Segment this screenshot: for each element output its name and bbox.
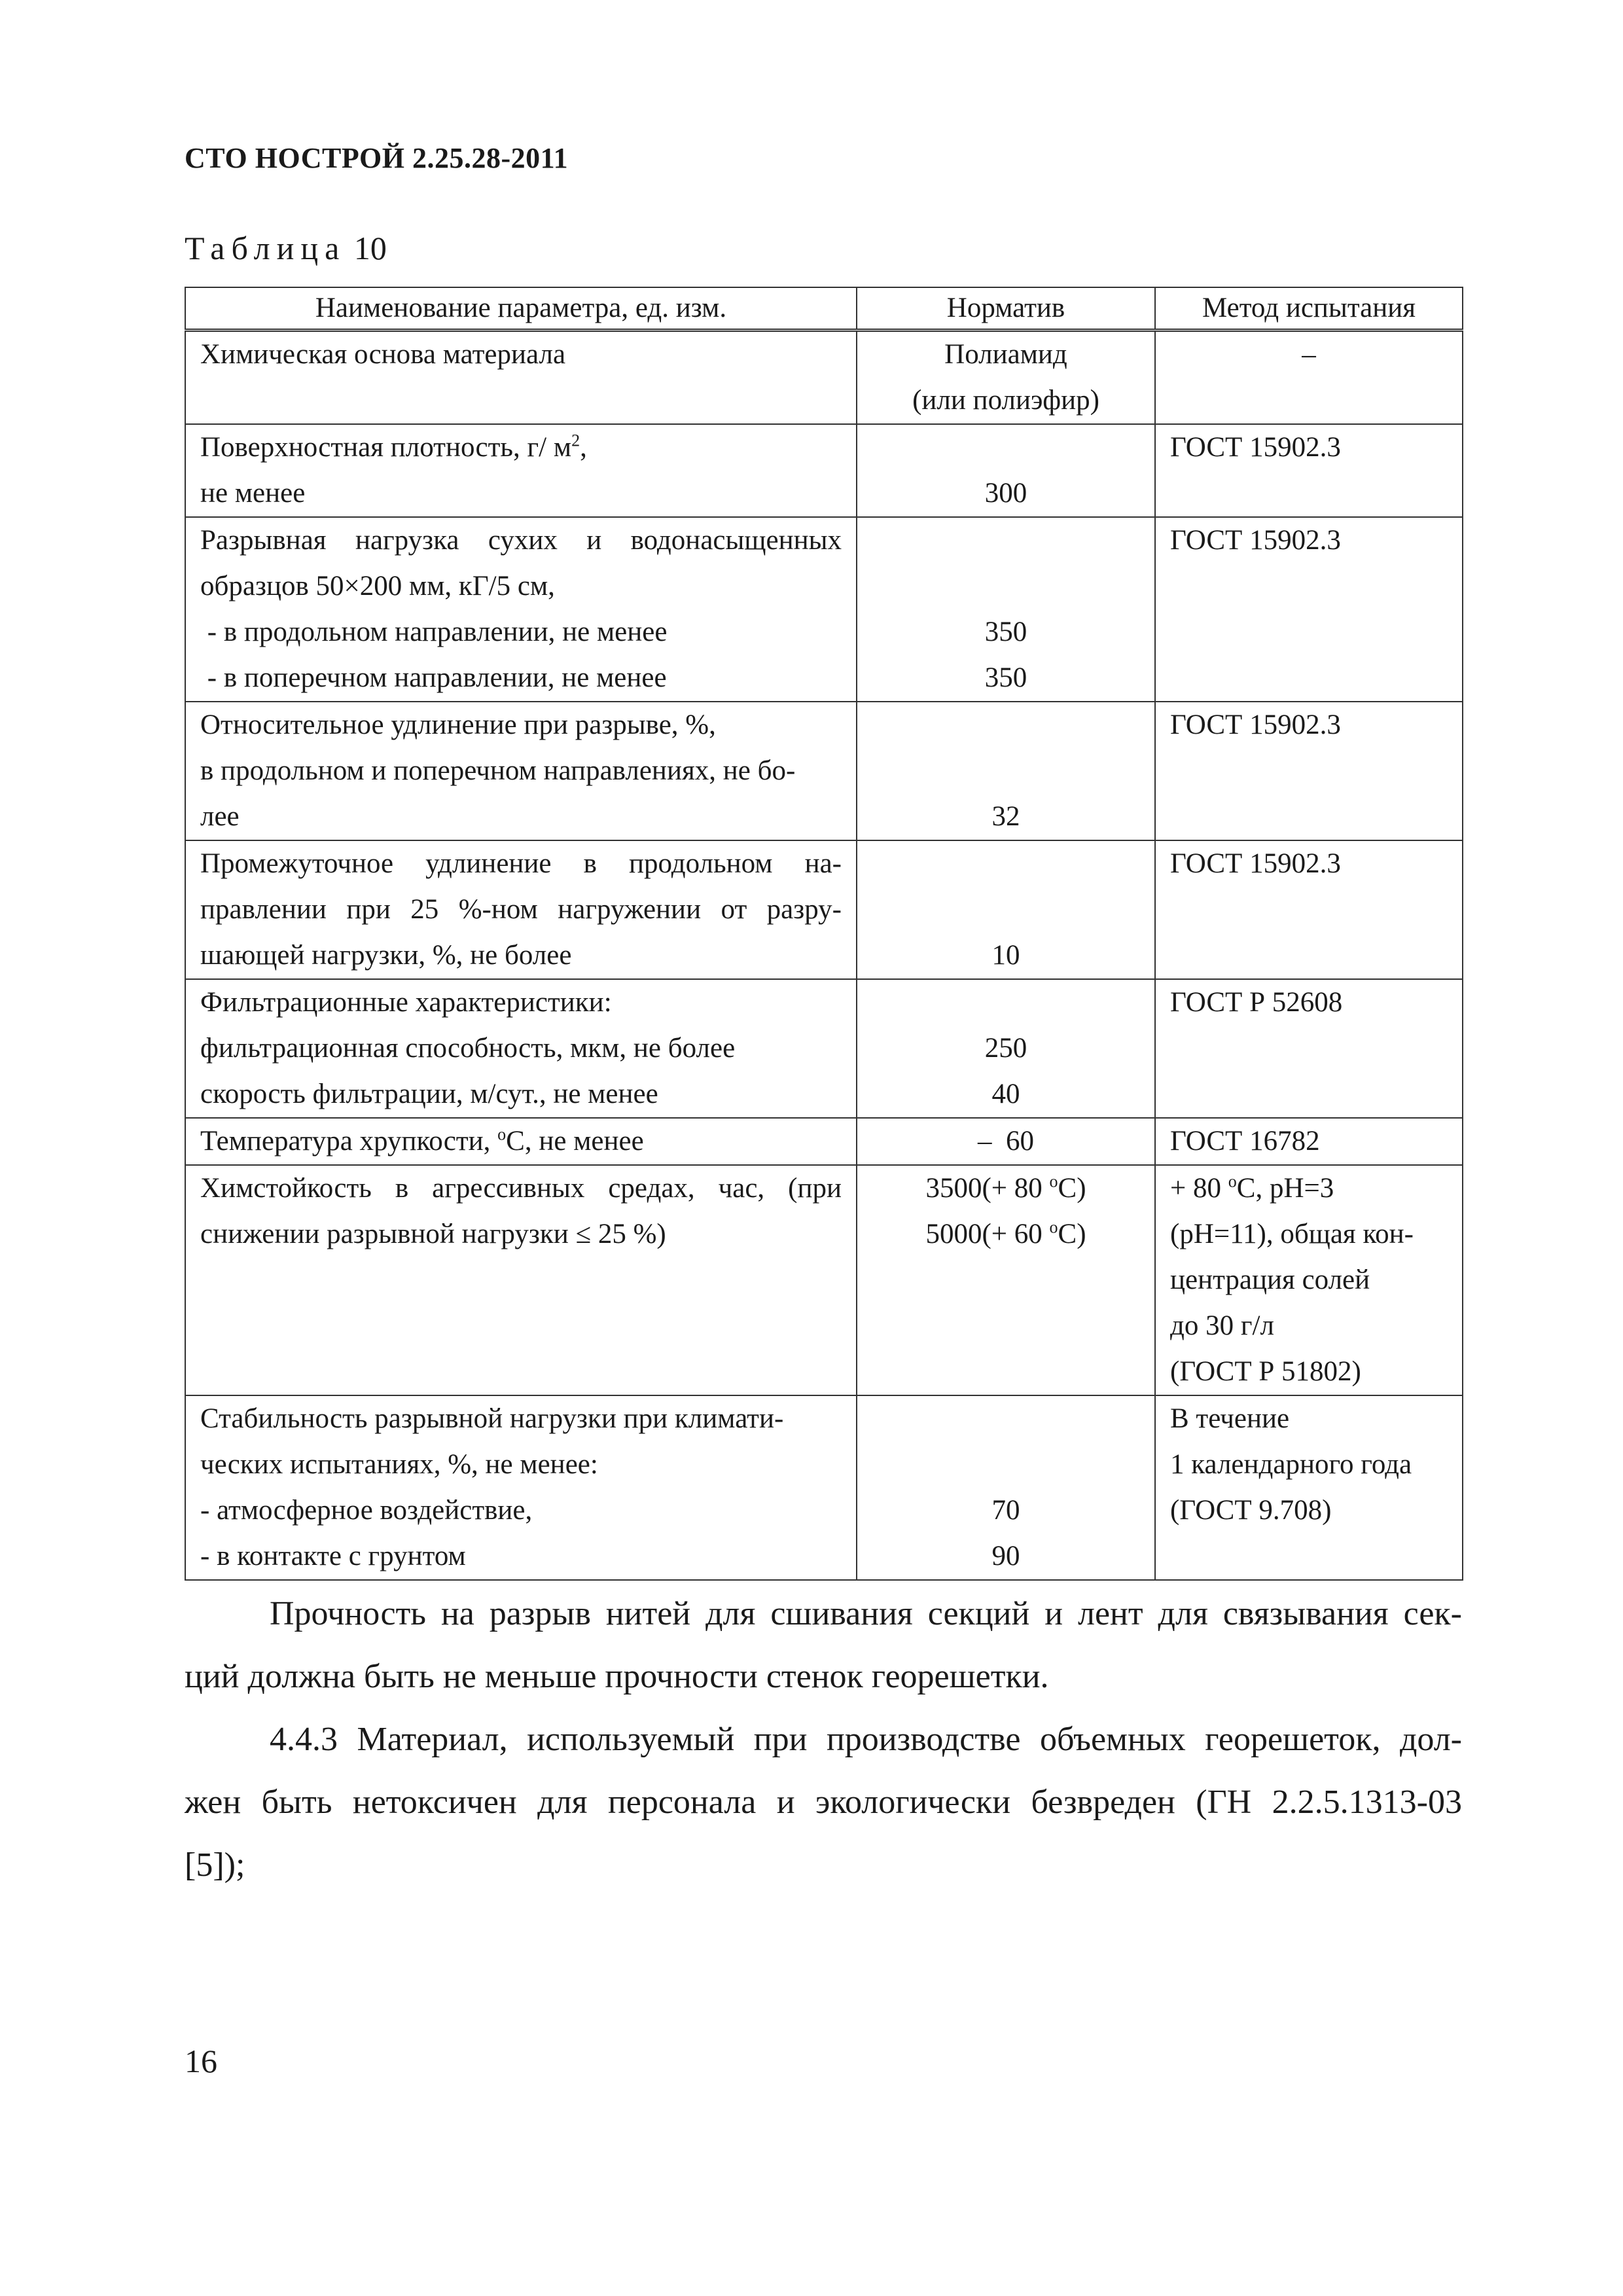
superscript: о — [1049, 1217, 1058, 1237]
param-line: Относительное удлинение при разрыве, %, — [200, 709, 716, 740]
norm-line: 90 — [991, 1541, 1020, 1571]
norm-line — [872, 887, 1140, 933]
table-header-row — [185, 287, 1463, 331]
method-cell — [1155, 840, 1463, 979]
method-line: (ГОСТ Р 51802) — [1170, 1356, 1361, 1387]
table-caption-word: Таблица — [185, 230, 346, 266]
norm-line: 10 — [991, 940, 1020, 971]
method-text: С, pH=3 — [1236, 1173, 1334, 1204]
norm-cell — [857, 840, 1155, 979]
param-cell — [185, 517, 857, 702]
column-header-norm: Норматив — [857, 287, 1155, 331]
param-line — [200, 425, 842, 471]
norm-line: – 60 — [978, 1126, 1034, 1157]
param-suffix: , — [580, 432, 587, 463]
method-text: + 80 — [1170, 1173, 1228, 1204]
norm-line — [872, 1211, 1140, 1257]
param-cell — [185, 840, 857, 979]
superscript: о — [1049, 1172, 1058, 1191]
norm-line: 70 — [991, 1495, 1020, 1526]
method-line: ГОСТ 16782 — [1170, 1126, 1320, 1157]
norm-cell — [857, 979, 1155, 1118]
norm-cell — [857, 517, 1155, 702]
norm-cell — [857, 1165, 1155, 1395]
norm-line — [872, 980, 1140, 1026]
norm-cell — [857, 1395, 1155, 1580]
param-line: Промежуточное удлинение в продольном на- — [200, 848, 842, 879]
norm-line — [872, 564, 1140, 609]
norm-line — [872, 518, 1140, 564]
table-row — [185, 1165, 1463, 1395]
param-text: Поверхностная плотность, г/ м — [200, 432, 572, 463]
param-line: правлении при 25 %-ном нагружении от разру- — [200, 894, 842, 925]
table-row — [185, 517, 1463, 702]
method-line: (pH=11), общая кон- — [1170, 1219, 1414, 1249]
param-cell — [185, 1165, 857, 1395]
norm-line — [872, 1396, 1140, 1442]
table-row — [185, 979, 1463, 1118]
param-line: - атмосферное воздействие, — [200, 1495, 533, 1526]
param-line: лее — [200, 801, 240, 832]
method-line: (ГОСТ 9.708) — [1170, 1495, 1332, 1526]
param-line: ческих испытаниях, %, не менее: — [200, 1449, 598, 1480]
document-code-header: СТО НОСТРОЙ 2.25.28-2011 — [185, 142, 569, 174]
method-line: ГОСТ 15902.3 — [1170, 709, 1341, 740]
body-paragraph — [185, 1708, 1462, 1897]
table-row — [185, 702, 1463, 840]
param-line: - в контакте с грунтом — [200, 1541, 466, 1571]
method-cell — [1155, 979, 1463, 1118]
method-cell — [1155, 702, 1463, 840]
param-cell — [185, 331, 857, 425]
method-line: – — [1302, 339, 1316, 370]
norm-line: (или полиэфир) — [912, 385, 1099, 416]
param-line: шающей нагрузки, %, не более — [200, 940, 572, 971]
method-line: до 30 г/л — [1170, 1310, 1274, 1341]
method-line: 1 календарного года — [1170, 1449, 1412, 1480]
method-line: центрация солей — [1170, 1265, 1370, 1295]
norm-line: 350 — [984, 617, 1027, 647]
norm-text: 5000(+ 60 — [925, 1219, 1050, 1249]
param-line: - в поперечном направлении, не менее — [200, 662, 667, 693]
table-caption — [185, 229, 387, 267]
paragraph-line: ций должна быть не меньше прочности стенок георешетки. — [185, 1658, 1049, 1695]
table-row — [185, 1118, 1463, 1165]
norm-cell — [857, 702, 1155, 840]
paragraph-line: Прочность на разрыв нитей для сшивания секций и лент для связывания сек- — [270, 1595, 1462, 1632]
page-number: 16 — [185, 2043, 217, 2079]
param-line: снижении разрывной нагрузки ≤ 25 %) — [200, 1219, 666, 1249]
method-cell — [1155, 1165, 1463, 1395]
method-line — [1170, 1166, 1448, 1211]
method-cell — [1155, 331, 1463, 425]
table-row — [185, 1395, 1463, 1580]
norm-text: С) — [1058, 1173, 1086, 1204]
param-cell — [185, 1395, 857, 1580]
method-line: В течение — [1170, 1403, 1290, 1434]
norm-line: 350 — [984, 662, 1027, 693]
norm-cell — [857, 424, 1155, 517]
paragraph-line: [5]); — [185, 1846, 245, 1884]
superscript: о — [497, 1124, 507, 1144]
norm-line — [872, 702, 1140, 748]
param-line: скорость фильтрации, м/сут., не менее — [200, 1079, 658, 1109]
method-cell — [1155, 1118, 1463, 1165]
param-cell — [185, 702, 857, 840]
method-cell — [1155, 1395, 1463, 1580]
norm-line: Полиамид — [944, 339, 1067, 370]
table-caption-number: 10 — [353, 230, 387, 266]
param-line: Стабильность разрывной нагрузки при климати- — [200, 1403, 784, 1434]
method-line: ГОСТ 15902.3 — [1170, 848, 1341, 879]
param-line: Фильтрационные характеристики: — [200, 987, 612, 1018]
norm-line: 300 — [984, 478, 1027, 509]
param-cell — [185, 1118, 857, 1165]
param-line: Разрывная нагрузка сухих и водонасыщенных — [200, 525, 842, 556]
norm-line: 250 — [984, 1033, 1027, 1064]
method-line: ГОСТ Р 52608 — [1170, 987, 1343, 1018]
norm-line — [872, 748, 1140, 794]
param-line: Химическая основа материала — [200, 339, 566, 370]
norm-line — [872, 1166, 1140, 1211]
norm-line: 40 — [991, 1079, 1020, 1109]
param-line: в продольном и поперечном направлениях, не бо- — [200, 755, 796, 786]
param-cell — [185, 979, 857, 1118]
param-line: фильтрационная способность, мкм, не более — [200, 1033, 736, 1064]
param-text: С, не менее — [506, 1126, 644, 1157]
table-row — [185, 331, 1463, 425]
body-paragraph — [185, 1583, 1462, 1708]
method-line: ГОСТ 15902.3 — [1170, 432, 1341, 463]
norm-line — [872, 425, 1140, 471]
method-line: ГОСТ 15902.3 — [1170, 525, 1341, 556]
param-line: Химстойкость в агрессивных средах, час, (при — [200, 1173, 842, 1204]
superscript: 2 — [571, 431, 580, 450]
norm-line — [872, 841, 1140, 887]
parameters-table — [185, 287, 1463, 1581]
param-line: - в продольном направлении, не менее — [200, 617, 668, 647]
norm-line: 32 — [991, 801, 1020, 832]
table-row — [185, 840, 1463, 979]
method-cell — [1155, 424, 1463, 517]
paragraph-line: жен быть нетоксичен для персонала и экологически безвреден (ГН 2.2.5.1313-03 — [185, 1784, 1462, 1821]
norm-cell — [857, 331, 1155, 425]
paragraph-line: 4.4.3 Материал, используемый при производстве объемных георешеток, дол- — [270, 1721, 1462, 1758]
norm-cell — [857, 1118, 1155, 1165]
param-cell — [185, 424, 857, 517]
column-header-parameter: Наименование параметра, ед. изм. — [185, 287, 857, 331]
column-header-method: Метод испытания — [1155, 287, 1463, 331]
param-line — [200, 1119, 842, 1164]
param-line: не менее — [200, 478, 306, 509]
table-row — [185, 424, 1463, 517]
param-text: Температура хрупкости, — [200, 1126, 498, 1157]
norm-line — [872, 1442, 1140, 1488]
param-line: образцов 50×200 мм, кГ/5 см, — [200, 571, 555, 601]
norm-text: 3500(+ 80 — [925, 1173, 1050, 1204]
superscript: о — [1228, 1172, 1237, 1191]
norm-text: С) — [1058, 1219, 1086, 1249]
method-cell — [1155, 517, 1463, 702]
